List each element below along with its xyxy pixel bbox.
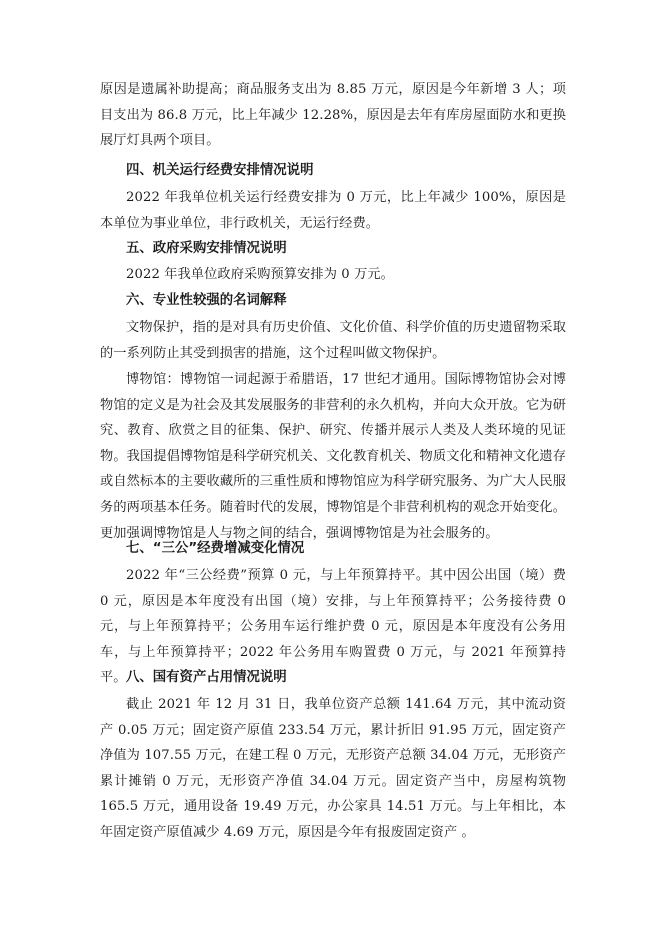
heading-state-assets: 八、国有资产占用情况说明 bbox=[126, 670, 287, 685]
heading-three-public-expenses: 七、“三公”经费增减变化情况 bbox=[126, 541, 305, 556]
paragraph-cultural-relic-protection: 文物保护，指的是对具有历史价值、文化价值、科学价值的历史遗留物采取的一系列防止其受到损害的措施，这个过程叫做文物保护。 bbox=[100, 320, 566, 361]
paragraph-government-procurement: 2022 年我单位政府采购预算安排为 0 万元。 bbox=[126, 267, 394, 282]
paragraph-three-public-expenses: 2022 年“三公经费”预算 0 元，与上年预算持平。其中因公出国（境）费 0 元，原因是本年度没有出国（境）安排，与上年预算持平；公务接待费 0 元，与上年预算持平；公务用车运行维护费 0 元，原因是本年度没有公务用车，与上年预算持平；2022 年公务用车购置费 0 万元，与 2021 年预算持平。 bbox=[100, 568, 566, 686]
paragraph-operating-expenses: 2022 年我单位机关运行经费安排为 0 万元，比上年减少 100%，原因是本单位为事业单位，非行政机关，无运行经费。 bbox=[100, 190, 566, 231]
heading-terminology: 六、专业性较强的名词解释 bbox=[126, 293, 287, 308]
heading-government-procurement: 五、政府采购安排情况说明 bbox=[126, 241, 287, 256]
paragraph-museum-definition: 博物馆：博物馆一词起源于希腊语，17 世纪才通用。国际博物馆协会对博物馆的定义是为社会及其发展服务的非营利的永久机构，并向大众开放。它为研究、教育、欣赏之目的征集、保护、研究、传播并展示人类及人类环境的见证物。我国提倡博物馆是科学研究机关、文化教育机关、物质文化和精神文化遗存或自然标本的主要收藏所的三重性质和博物馆应为科学研究服务、为广大人民服务的两项基本任务。随着时代的发展，博物馆是个非营利机构的观念开始变化。更加强调博物馆是人与物之间的结合，强调博物馆是为社会服务的。 bbox=[100, 372, 566, 541]
paragraph-state-assets: 截止 2021 年 12 月 31 日，我单位资产总额 141.64 万元，其中流动资产 0.05 万元；固定资产原值 233.54 万元，累计折旧 91.95 万元，固定资产净值为 107.55 万元，在建工程 0 万元，无形资产总额 34.04 万元，无形资产累计摊销 0 万元，无形资产净值 34.04 万元。固定资产当中，房屋构筑物 165.5 万元，通用设备 19.49 万元，办公家具 14.51 万元。与上年相比，本年固定资产原值减少 4.69 万元，原因是今年有报废固定资产 。 bbox=[100, 697, 566, 840]
paragraph-expenditure-continued: 原因是遗属补助提高；商品服务支出为 8.85 万元，原因是今年新增 3 人；项目支出为 86.8 万元，比上年减少 12.28%，原因是去年有库房屋面防水和更换展厅灯具两个项目。 bbox=[100, 82, 566, 149]
heading-operating-expenses: 四、机关运行经费安排情况说明 bbox=[126, 163, 314, 178]
